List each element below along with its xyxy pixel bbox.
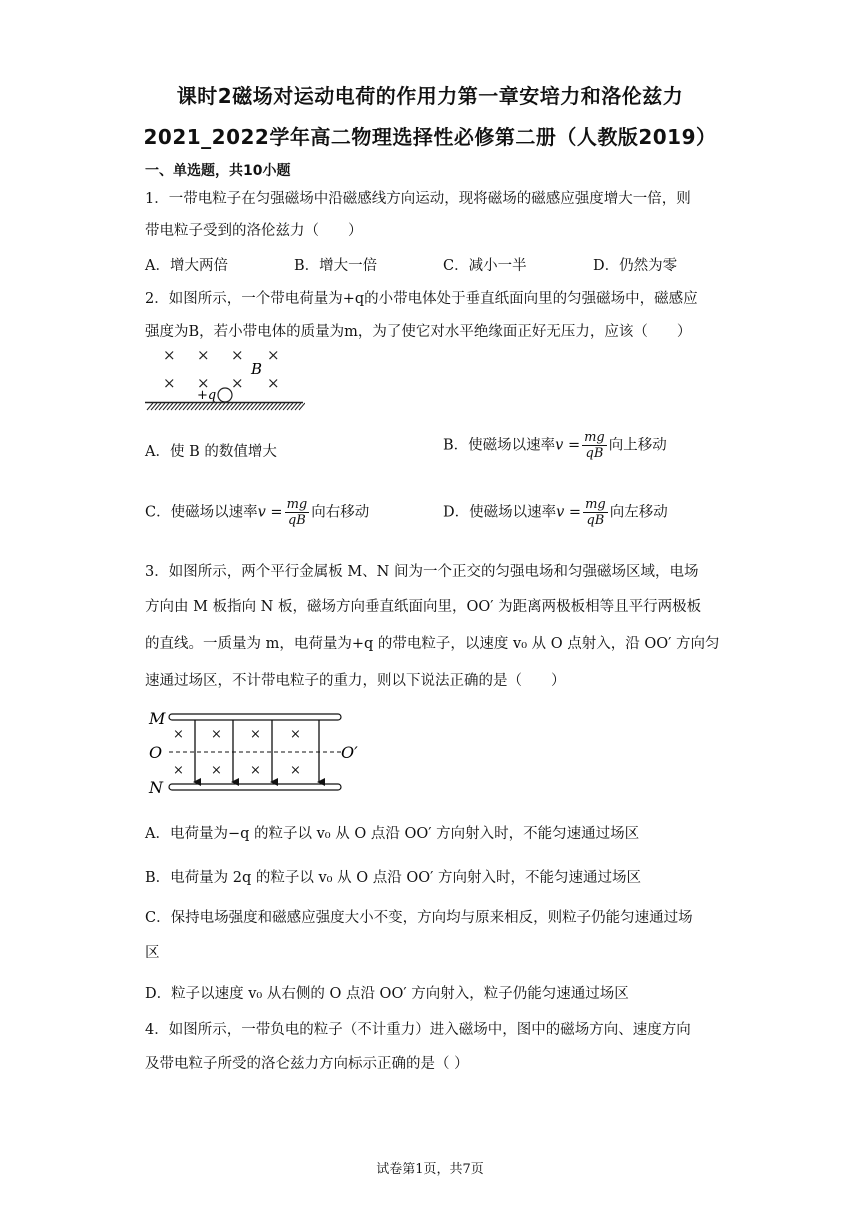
q2-option-b: B．使磁场以速率v = $\frac{mg}{qB}$ 向上移动	[443, 430, 667, 461]
q3-option-c-line-1: C．保持电场强度和磁感应强度大小不变，方向均与原来相反，则粒子仍能匀速通过场	[145, 910, 693, 926]
q1-option-c: C．减小一半	[443, 258, 527, 274]
q3-option-b: B．电荷量为 2q 的粒子以 v₀ 从 O 点沿 OO′ 方向射入时，不能匀速通过场区	[145, 870, 641, 886]
q2-fig-label-q: +q	[197, 388, 217, 403]
q2-fig-x: ×	[197, 374, 210, 392]
q3-fig-label-o-prime: O′	[341, 743, 358, 762]
q2-fig-x: ×	[267, 374, 280, 392]
q4-line-2: 及带电粒子所受的洛仑兹力方向标示正确的是（ ）	[145, 1056, 469, 1072]
q2-figure	[145, 340, 305, 415]
q2-option-a: A．使 B 的数值增大	[145, 444, 277, 460]
q2-fig-x: ×	[163, 346, 176, 364]
q3-option-c-line-2: 区	[145, 945, 160, 961]
q3-line-4: 速通过场区，不计带电粒子的重力，则以下说法正确的是（ ）	[145, 673, 566, 689]
q2-option-c: C．使磁场以速率v = $\frac{mg}{qB}$ 向右移动	[145, 497, 370, 528]
q3-fig-x: ×	[211, 763, 222, 778]
q3-figure	[145, 705, 360, 800]
q4-line-1: 4．如图所示，一带负电的粒子（不计重力）进入磁场中，图中的磁场方向、速度方向	[145, 1022, 691, 1038]
q2-fig-x: ×	[163, 374, 176, 392]
q2-fig-ball	[218, 388, 232, 402]
q3-option-a: A．电荷量为−q 的粒子以 v₀ 从 O 点沿 OO′ 方向射入时，不能匀速通过场区	[145, 826, 640, 842]
q3-line-3: 的直线。一质量为 m，电荷量为+q 的带电粒子，以速度 v₀ 从 O 点射入，沿 OO′ 方向匀	[145, 636, 720, 652]
q1-line-2: 带电粒子受到的洛伦兹力（ ）	[145, 223, 363, 239]
q3-line-2: 方向由 M 板指向 N 板，磁场方向垂直纸面向里，OO′ 为距离两极板相等且平行两极板	[145, 599, 702, 615]
q1-option-d: D．仍然为零	[593, 258, 678, 274]
q3-line-1: 3．如图所示，两个平行金属板 M、N 间为一个正交的匀强电场和匀强磁场区域，电场	[145, 564, 699, 580]
q3-fig-label-m: M	[149, 709, 166, 728]
section-heading: 一、单选题，共10小题	[145, 163, 291, 179]
q3-fig-x: ×	[290, 727, 301, 742]
title-line-2: 2021_2022学年高二物理选择性必修第二册（人教版2019）	[143, 125, 717, 149]
q3-fig-x: ×	[173, 727, 184, 742]
q2-option-d: D．使磁场以速率v = $\frac{mg}{qB}$ 向左移动	[443, 497, 668, 528]
page-footer: 试卷第1页，共7页	[376, 1162, 484, 1177]
q3-fig-x: ×	[250, 763, 261, 778]
q2-line-2: 强度为B，若小带电体的质量为m，为了使它对水平绝缘面正好无压力，应该（ ）	[145, 324, 692, 340]
q2-fig-label-b: B	[251, 360, 263, 378]
q3-fig-x: ×	[250, 727, 261, 742]
q3-fig-x: ×	[173, 763, 184, 778]
q3-plate-m	[169, 714, 341, 720]
q2-fig-x: ×	[231, 374, 244, 392]
q1-line-1: 1．一带电粒子在匀强磁场中沿磁感线方向运动，现将磁场的磁感应强度增大一倍，则	[145, 191, 691, 207]
q3-plate-n	[169, 784, 341, 790]
q3-fig-label-o: O	[149, 743, 163, 762]
q1-option-b: B．增大一倍	[294, 258, 378, 274]
q2-fig-x: ×	[197, 346, 210, 364]
q3-fig-x: ×	[290, 763, 301, 778]
q3-fig-label-n: N	[149, 778, 163, 797]
q2-fig-x: ×	[267, 346, 280, 364]
q1-option-a: A．增大两倍	[145, 258, 228, 274]
q3-option-d: D．粒子以速度 v₀ 从右侧的 O 点沿 OO′ 方向射入，粒子仍能匀速通过场区	[145, 986, 629, 1002]
title-line-1: 课时2磁场对运动电荷的作用力第一章安培力和洛伦兹力	[176, 84, 684, 108]
q2-fig-x: ×	[231, 346, 244, 364]
q2-line-1: 2．如图所示，一个带电荷量为+q的小带电体处于垂直纸面向里的匀强磁场中，磁感应	[145, 291, 698, 307]
q3-fig-x: ×	[211, 727, 222, 742]
